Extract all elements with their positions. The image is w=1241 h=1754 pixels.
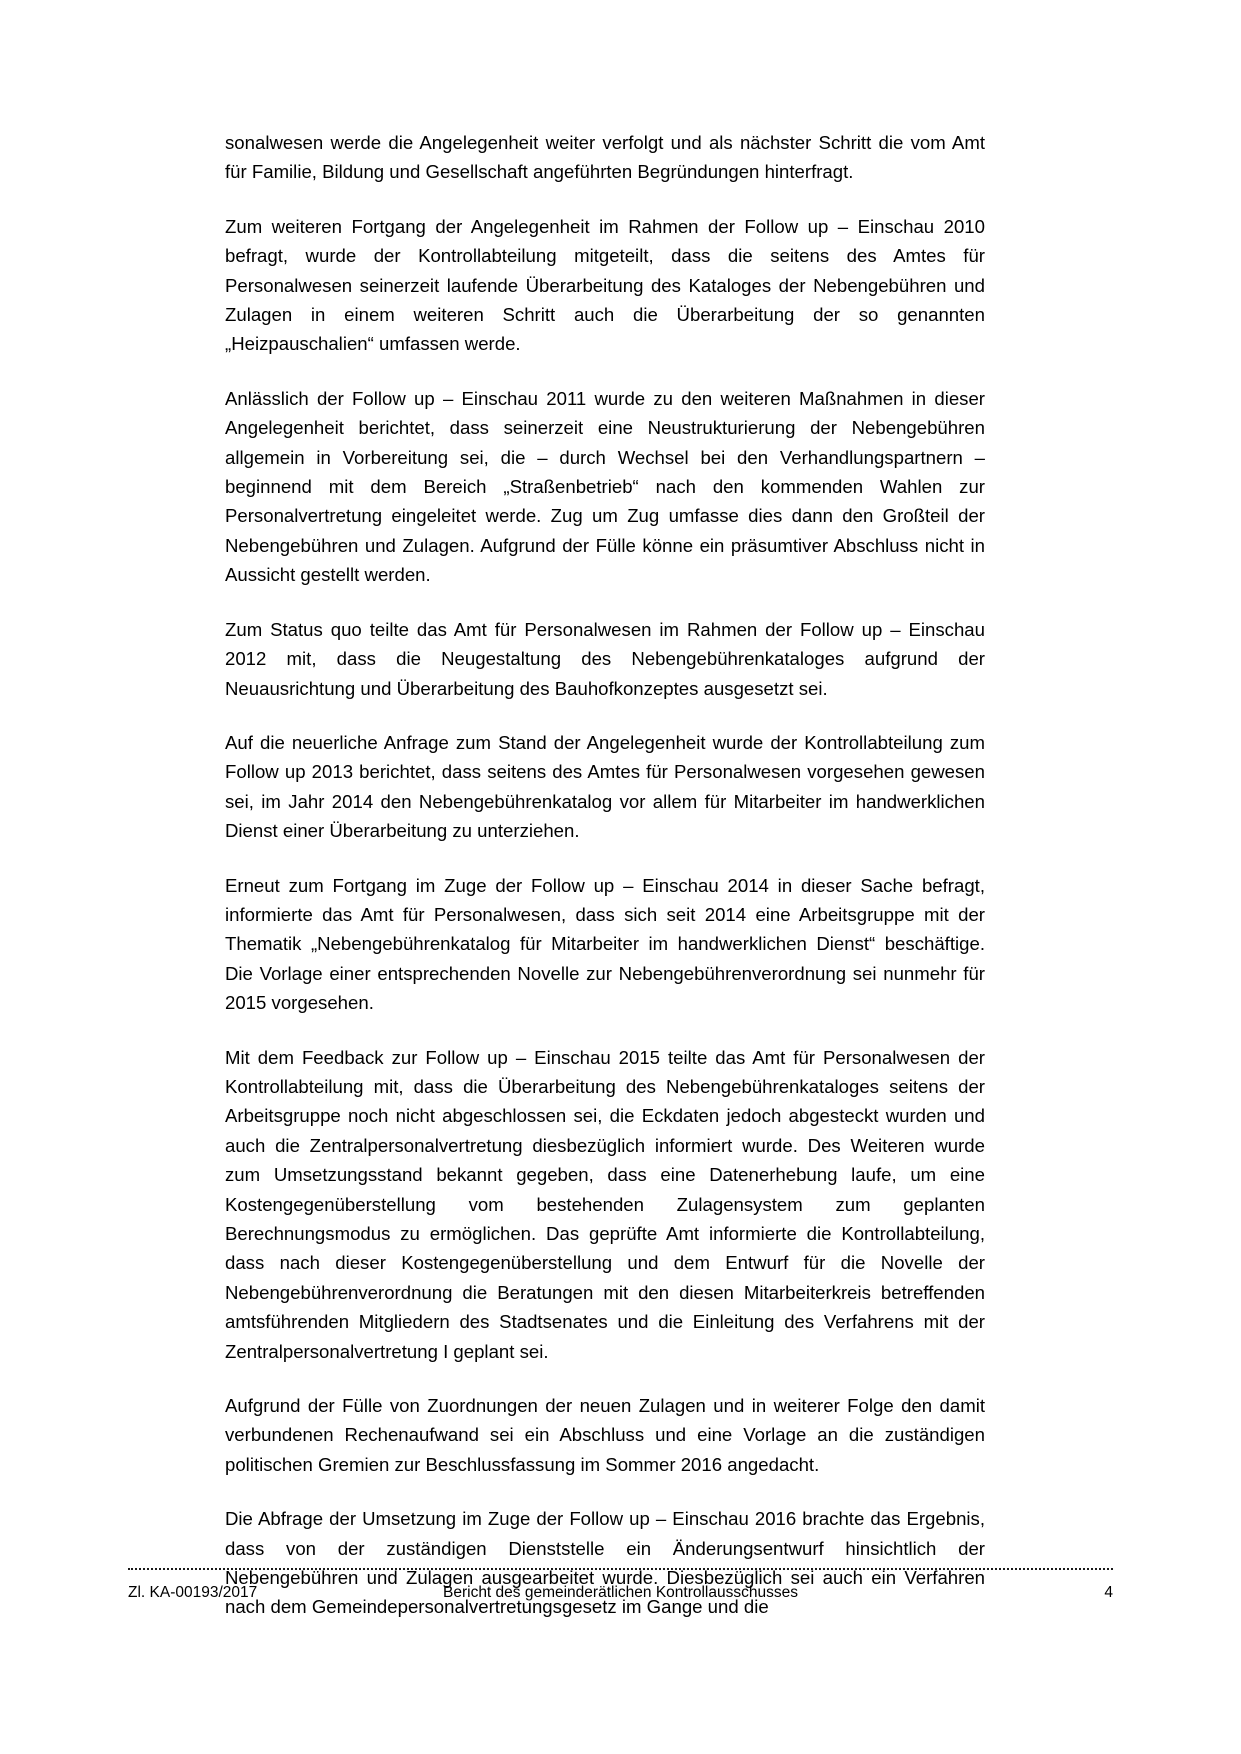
footer-divider — [128, 1568, 1113, 1570]
paragraph: Zum Status quo teilte das Amt für Personalwesen im Rahmen der Follow up – Einschau 2012 mit, dass die Neugestaltung des Nebengebührenkataloges aufgrund der Neuausrichtung und Überarbeitung des Bauhofkonzeptes ausgesetzt sei. — [225, 618, 985, 699]
paragraph: Erneut zum Fortgang im Zuge der Follow up – Einschau 2014 in dieser Sache befragt, informierte das Amt für Personalwesen, dass sich seit 2014 eine Arbeitsgruppe mit der Thematik „Nebengebührenkatalog für Mitarbeiter im handwerklichen Dienst“ beschäftige. Die Vorlage einer entsprechenden Novelle zur Nebengebührenverordnung sei nunmehr für 2015 vorgesehen. — [225, 874, 985, 1014]
document-body — [225, 128, 985, 1622]
paragraph: Die Abfrage der Umsetzung im Zuge der Follow up – Einschau 2016 brachte das Ergebnis, dass von der zuständigen Dienststelle ein Änderungsentwurf hinsichtlich der Nebengebühren und Zulagen ausgearbeitet wurde. Diesbezüglich sei auch ein Verfahren nach dem Gemeindepersonalvertretungsgesetz im Gange und die — [225, 1508, 985, 1618]
footer-reference: Zl. KA-00193/2017 — [128, 1584, 258, 1601]
paragraph: Anlässlich der Follow up – Einschau 2011 wurde zu den weiteren Maßnahmen in dieser Angelegenheit berichtet, dass seinerzeit eine Neustrukturierung der Nebengebühren allgemein in Vorbereitung sei, die – durch Wechsel bei den Verhandlungspartnern – beginnend mit dem Bereich „Straßenbetrieb“ nach den kommenden Wahlen zur Personalvertretung eingeleitet werde. Zug um Zug umfasse dies dann den Großteil der Nebengebühren und Zulagen. Aufgrund der Fülle könne ein präsumtiver Abschluss nicht in Aussicht gestellt werden. — [225, 387, 985, 586]
footer-title: Bericht des gemeinderätlichen Kontrollausschusses — [443, 1584, 798, 1601]
page-footer — [128, 1568, 1113, 1606]
paragraph: Mit dem Feedback zur Follow up – Einschau 2015 teilte das Amt für Personalwesen der Kontrollabteilung mit, dass die Überarbeitung des Nebengebührenkataloges seitens der Arbeitsgruppe noch nicht abgeschlossen sei, die Eckdaten jedoch abgesteckt wurden und auch die Zentralpersonalvertretung diesbezüglich informiert wurde. Des Weiteren wurde zum Umsetzungsstand bekannt gegeben, dass eine Datenerhebung laufe, um eine Kostengegenüberstellung vom bestehenden Zulagensystem zum geplanten Berechnungsmodus zu ermöglichen. Das geprüfte Amt informierte die Kontrollabteilung, dass nach dieser Kostengegenüberstellung und dem Entwurf für die Novelle der Nebengebührenverordnung die Beratungen mit den diesen Mitarbeiterkreis betreffenden amtsführenden Mitgliedern des Stadtsenates und die Einleitung des Verfahrens mit der Zentralpersonalvertretung I geplant sei. — [225, 1046, 985, 1362]
paragraph: Zum weiteren Fortgang der Angelegenheit im Rahmen der Follow up – Einschau 2010 befragt, wurde der Kontrollabteilung mitgeteilt, dass die seitens des Amtes für Personalwesen seinerzeit laufende Überarbeitung des Kataloges der Nebengebühren und Zulagen in einem weiteren Schritt auch die Überarbeitung der so genannten „Heizpauschalien“ umfassen werde. — [225, 215, 985, 355]
footer-page-number: 4 — [1104, 1584, 1113, 1601]
paragraph: Auf die neuerliche Anfrage zum Stand der Angelegenheit wurde der Kontrollabteilung zum Follow up 2013 berichtet, dass seitens des Amtes für Personalwesen vorgesehen gewesen sei, im Jahr 2014 den Nebengebührenkatalog vor allem für Mitarbeiter im handwerklichen Dienst einer Überarbeitung zu unterziehen. — [225, 731, 985, 842]
paragraph: sonalwesen werde die Angelegenheit weiter verfolgt und als nächster Schritt die vom Amt für Familie, Bildung und Gesellschaft angeführten Begründungen hinterfragt. — [225, 132, 985, 183]
footer-row — [128, 1584, 1113, 1606]
paragraph: Aufgrund der Fülle von Zuordnungen der neuen Zulagen und in weiterer Folge den damit verbundenen Rechenaufwand sei ein Abschluss und eine Vorlage an die zuständigen politischen Gremien zur Beschlussfassung im Sommer 2016 angedacht. — [225, 1395, 985, 1475]
